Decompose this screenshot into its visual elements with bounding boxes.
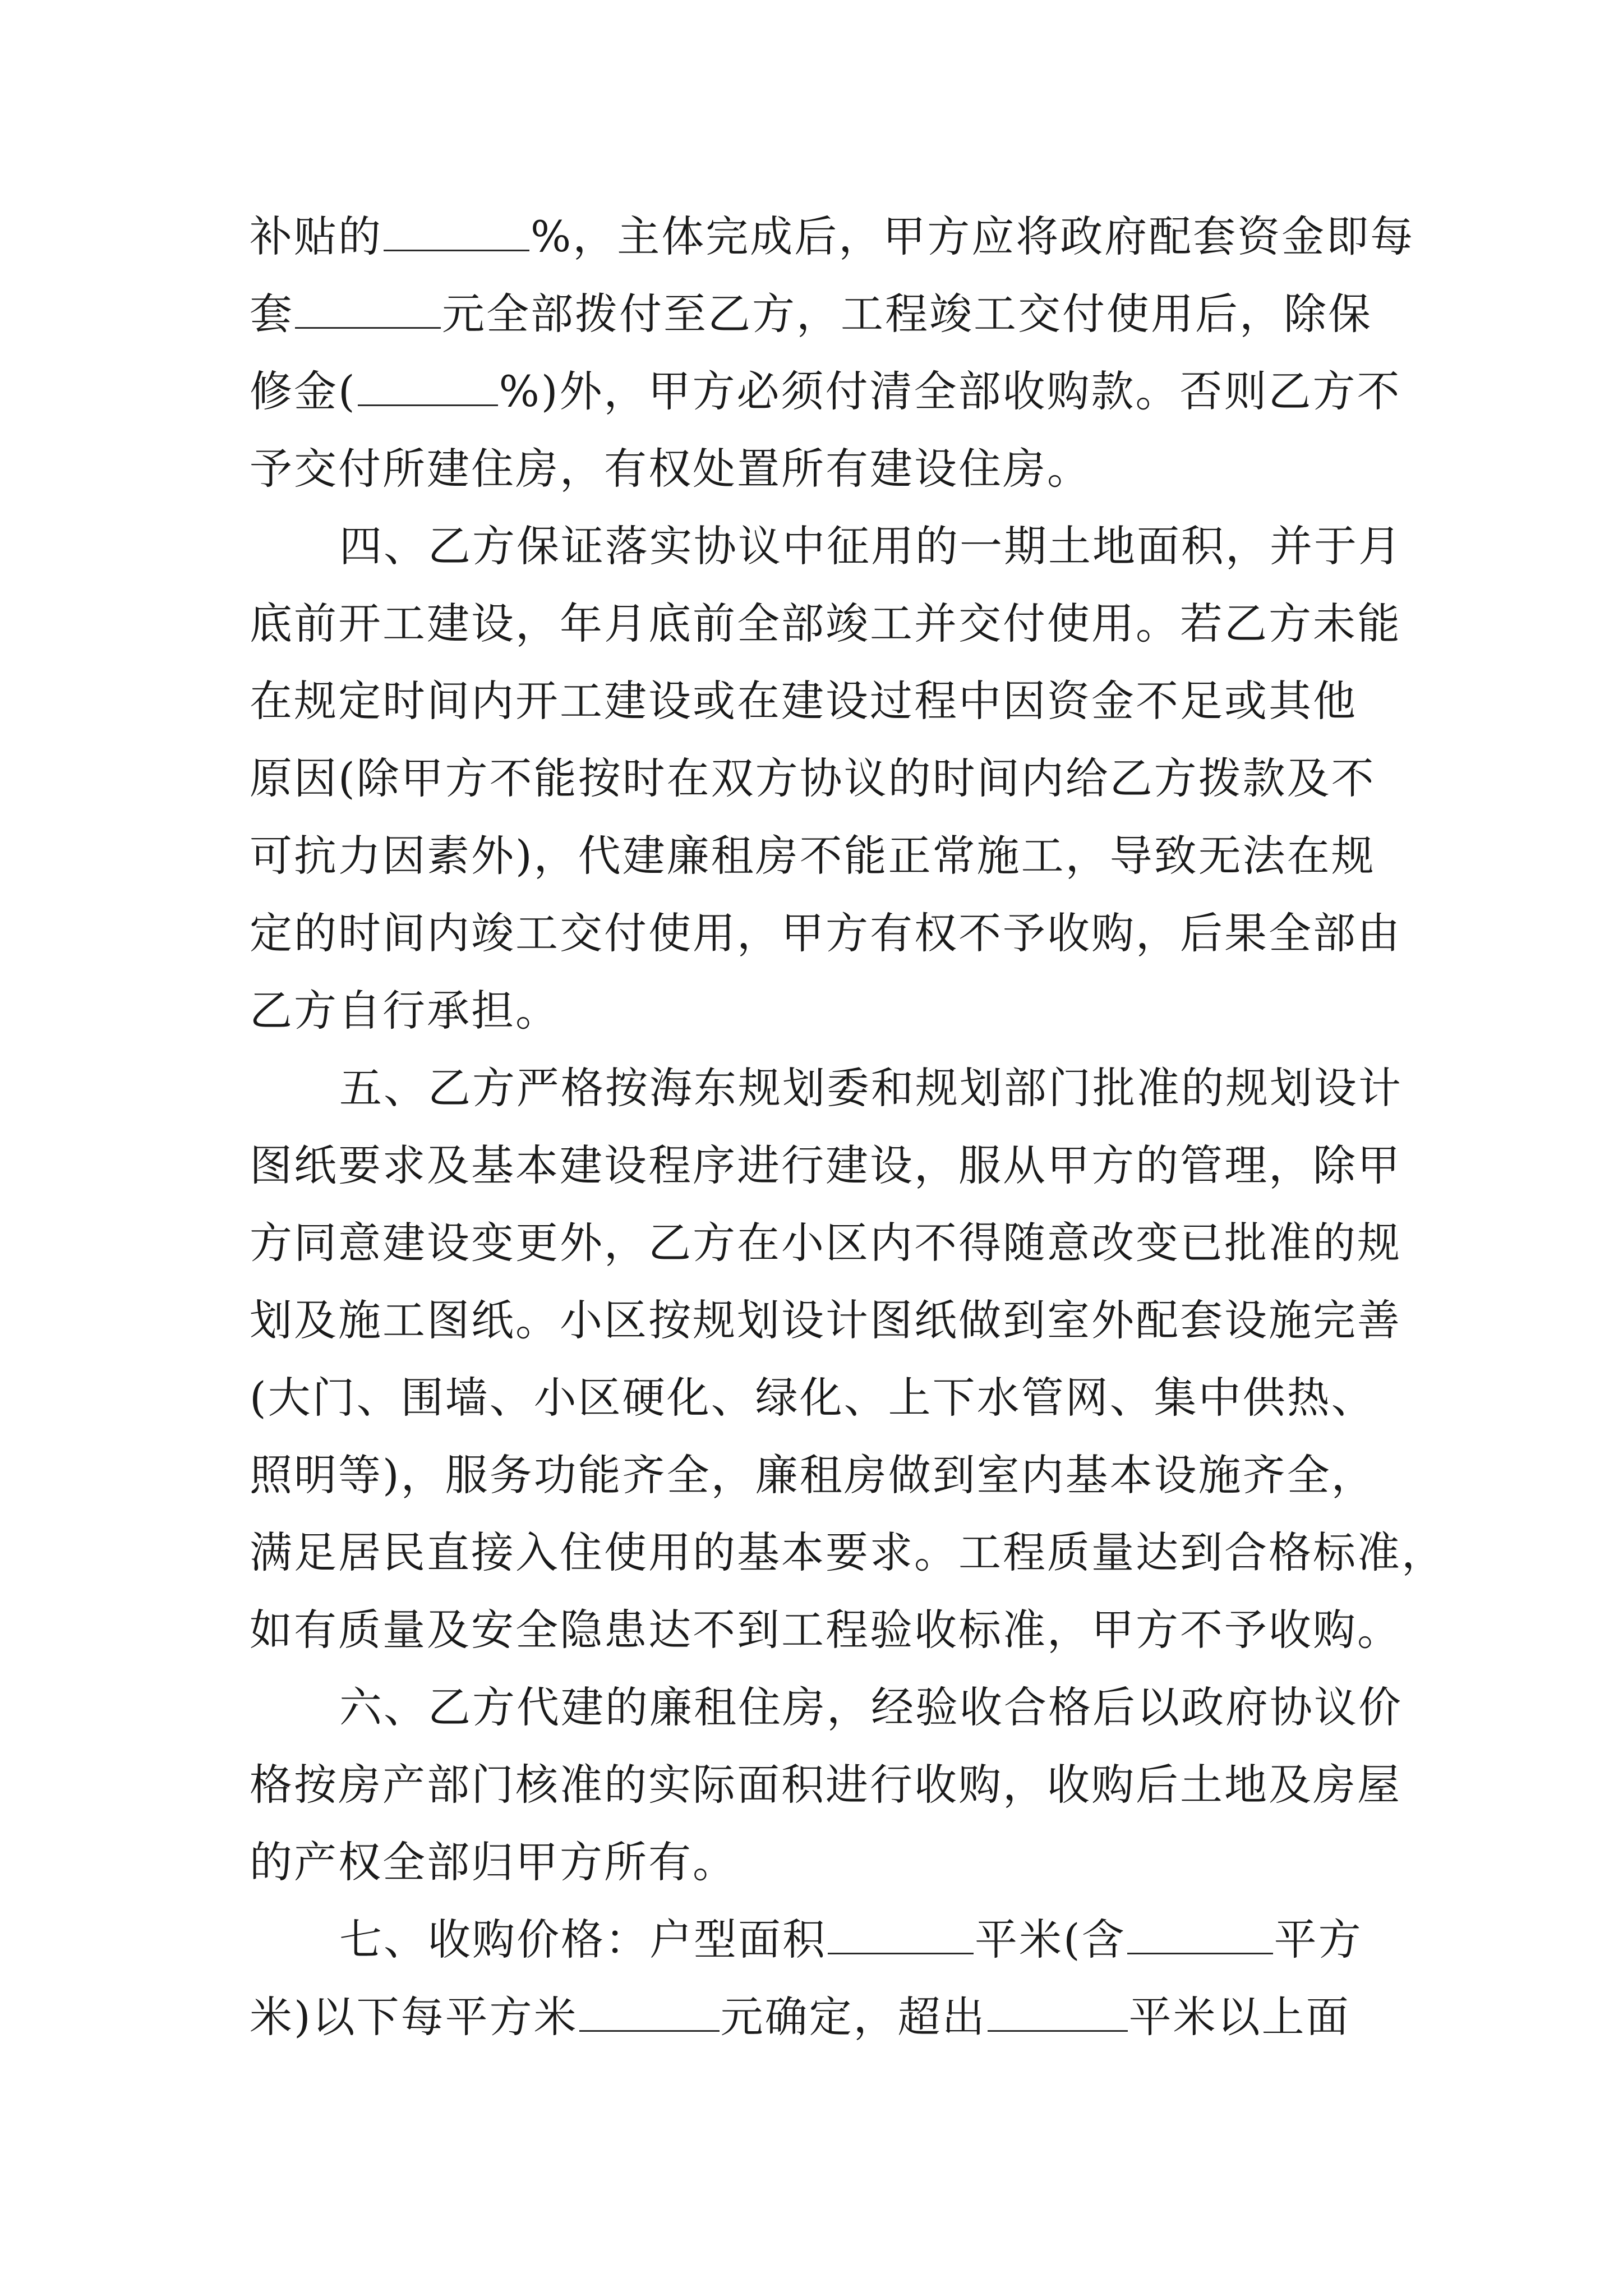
fill-blank bbox=[988, 1992, 1128, 2032]
paragraph-5-start: 五、乙方严格按海东规划委和规划部门批准的规划设计 bbox=[339, 1063, 1403, 1113]
fill-blank bbox=[828, 1915, 974, 1954]
fill-blank bbox=[295, 289, 441, 329]
text-line: 套 元全部拨付至乙方，工程竣工交付使用后，除保 bbox=[250, 289, 1372, 339]
text-line: 图纸要求及基本建设程序进行建设，服从甲方的管理，除甲 bbox=[250, 1140, 1401, 1190]
text-line: 补贴的 %，主体完成后，甲方应将政府配套资金即每 bbox=[250, 211, 1415, 261]
fill-blank bbox=[358, 366, 498, 406]
text-line: 方同意建设变更外，乙方在小区内不得随意改变已批准的规 bbox=[250, 1218, 1401, 1268]
text-line: 底前开工建设，年月底前全部竣工并交付使用。若乙方未能 bbox=[250, 599, 1401, 648]
text-line: 乙方自行承担。 bbox=[250, 986, 560, 1036]
fill-blank bbox=[1127, 1915, 1273, 1954]
fill-blank bbox=[579, 1992, 720, 2032]
text-line: 划及施工图纸。小区按规划设计图纸做到室外配套设施完善 bbox=[250, 1295, 1401, 1345]
text-line: 米)以下每平方米 元确定，超出 平米以上面 bbox=[250, 1992, 1350, 2042]
paragraph-6-start: 六、乙方代建的廉租住房，经验收合格后以政府协议价 bbox=[339, 1682, 1403, 1732]
text-line: 定的时间内竣工交付使用，甲方有权不予收购，后果全部由 bbox=[250, 908, 1401, 958]
text-line: 可抗力因素外)，代建廉租房不能正常施工，导致无法在规 bbox=[250, 831, 1376, 881]
paragraph-7-start: 七、收购价格：户型面积 平米(含 平方 bbox=[339, 1915, 1363, 1964]
text-line: 原因(除甲方不能按时在双方协议的时间内给乙方拨款及不 bbox=[250, 753, 1376, 803]
text-line: 满足居民直接入住使用的基本要求。工程质量达到合格标准， bbox=[250, 1527, 1446, 1577]
text-line: 予交付所建住房，有权处置所有建设住房。 bbox=[250, 444, 1091, 494]
fill-blank bbox=[384, 211, 529, 251]
text-line: 的产权全部归甲方所有。 bbox=[250, 1837, 737, 1887]
text-line: 在规定时间内开工建设或在建设过程中因资金不足或其他 bbox=[250, 676, 1357, 726]
text-line: 照明等)，服务功能齐全，廉租房做到室内基本设施齐全， bbox=[250, 1450, 1376, 1500]
paragraph-4-start: 四、乙方保证落实协议中征用的一期土地面积，并于月 bbox=[339, 521, 1403, 571]
text-line: 修金( %)外，甲方必须付清全部收购款。否则乙方不 bbox=[250, 366, 1401, 416]
text-line: (大门、围墙、小区硬化、绿化、上下水管网、集中供热、 bbox=[250, 1373, 1376, 1423]
text-line: 如有质量及安全隐患达不到工程验收标准，甲方不予收购。 bbox=[250, 1605, 1401, 1655]
text-line: 格按房产部门核准的实际面积进行收购，收购后土地及房屋 bbox=[250, 1760, 1401, 1810]
